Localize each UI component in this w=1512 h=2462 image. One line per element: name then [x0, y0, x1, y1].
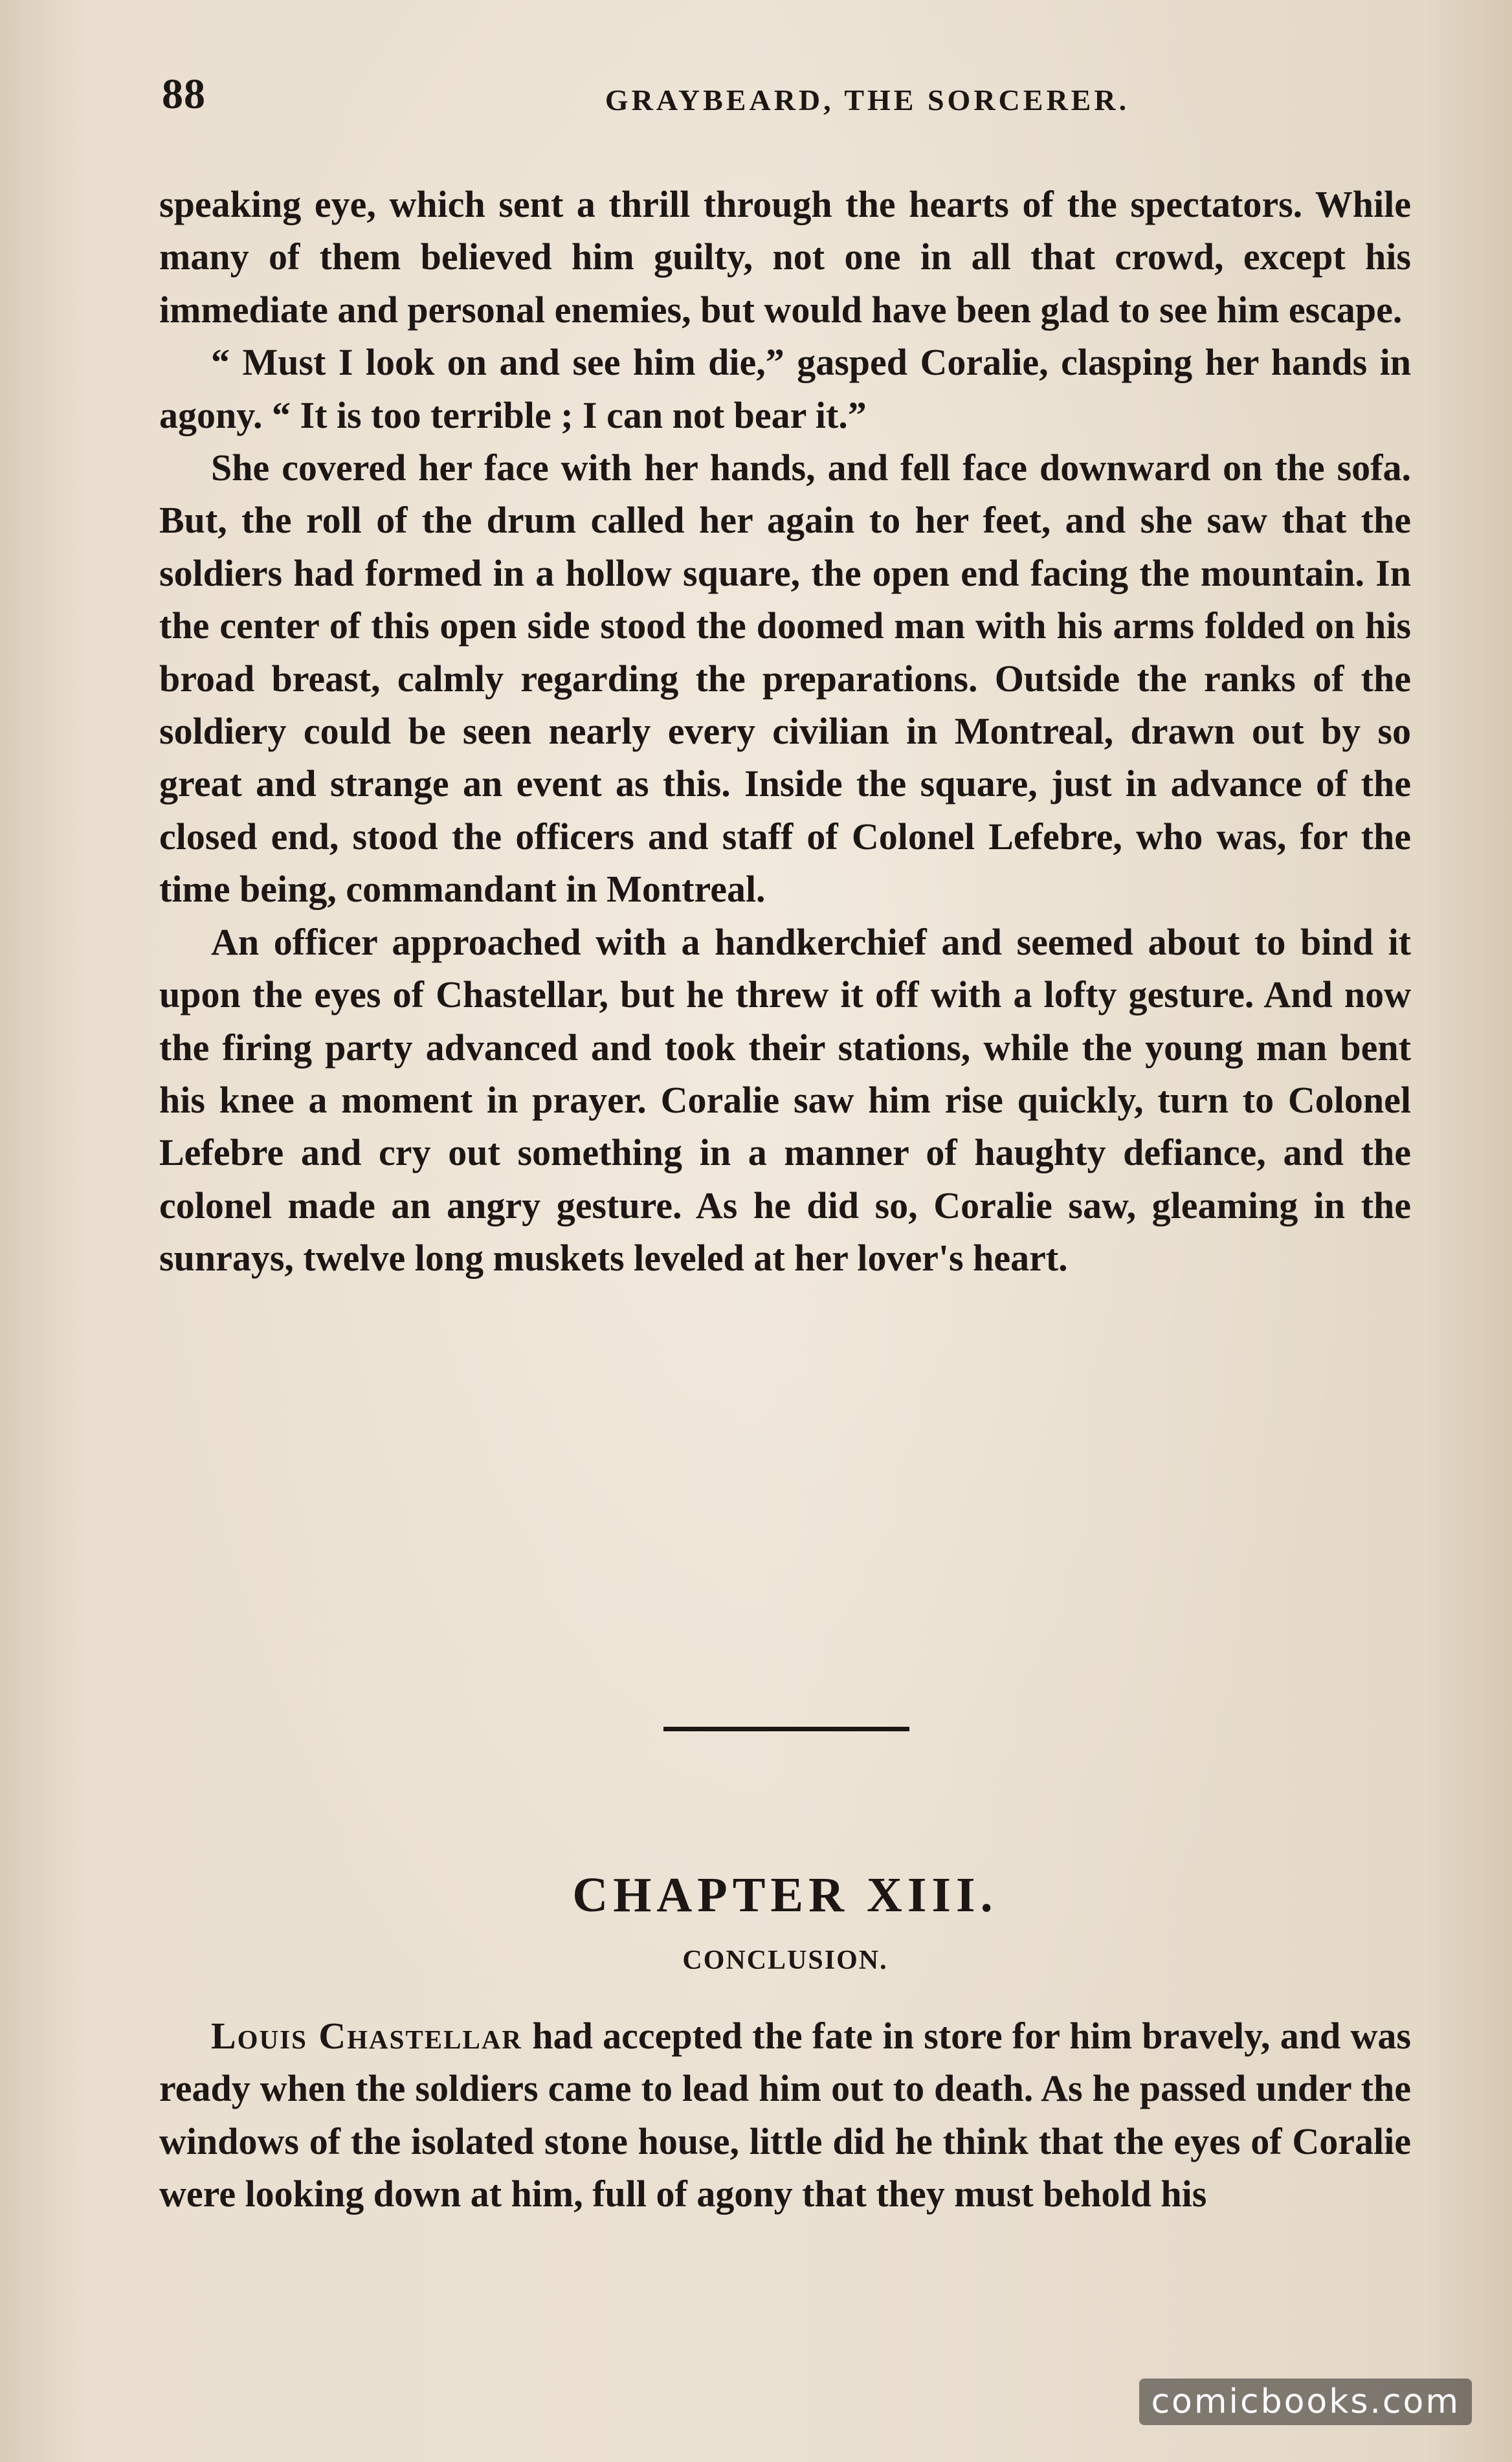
running-title: GRAYBEARD, THE SORCERER. — [605, 83, 1130, 116]
chapter-subtitle: CONCLUSION. — [682, 1946, 888, 1975]
chapter-opening-paragraph — [159, 2010, 1411, 2221]
body-text — [159, 178, 1411, 1285]
section-divider — [663, 1727, 909, 1731]
paragraph-dialogue: “ Must I look on and see him die,” gasped Coralie, clasping her hands in agony. “ It is too terrible ; I can not bear it.” — [159, 341, 1411, 436]
paragraph-continued: speaking eye, which sent a thrill through the hearts of the spectators. While many of them believed him guilty, not one in all that crowd, except his immediate and personal enemies, but would have been glad to see him escape. — [159, 183, 1411, 331]
chapter-lead-name: Louis Chastellar — [211, 2015, 523, 2057]
chapter-text — [159, 2010, 1411, 2221]
site-watermark: comicbooks.com — [1139, 2379, 1472, 2425]
paragraph-firing-party: An officer approached with a handkerchief and seemed about to bind it upon the eyes of Chastellar, but he threw it off with a lofty gesture. And now the firing party advanced and took their stations, while the young man bent his knee a moment in prayer. Coralie saw him rise quickly, turn to Colonel Lefebre and cry out something in a manner of haughty defiance, and the colonel made an angry gesture. As he did so, Coralie saw, gleaming in the sunrays, twelve long muskets leveled at her lover's heart. — [159, 920, 1411, 1280]
page-number: 88 — [162, 71, 206, 118]
chapter-title: CHAPTER XIII. — [572, 1868, 998, 1922]
paragraph-hollow-square: She covered her face with her hands, and fell face downward on the sofa. But, the roll of the drum called her again to her feet, and she saw that the soldiers had formed in a hollow square, the open end facing the mountain. In the center of this open side stood the doomed man with his arms folded on his broad breast, calmly regarding the preparations. Outside the ranks of the soldiery could be seen nearly every civilian in Montreal, drawn out by so great and strange an event as this. Inside the square, just in advance of the closed end, stood the officers and staff of Colonel Lefebre, who was, for the time being, commandant in Montreal. — [159, 447, 1411, 911]
running-head — [162, 70, 1411, 128]
chapter-lead-text: had accepted the fate in store for him bravely, and was ready when the soldiers came to lead him out to death. As he passed under the windows of the isolated stone house, little did he think that the eyes of Coralie were looking down at him, full of agony that they must behold his — [159, 2015, 1411, 2215]
